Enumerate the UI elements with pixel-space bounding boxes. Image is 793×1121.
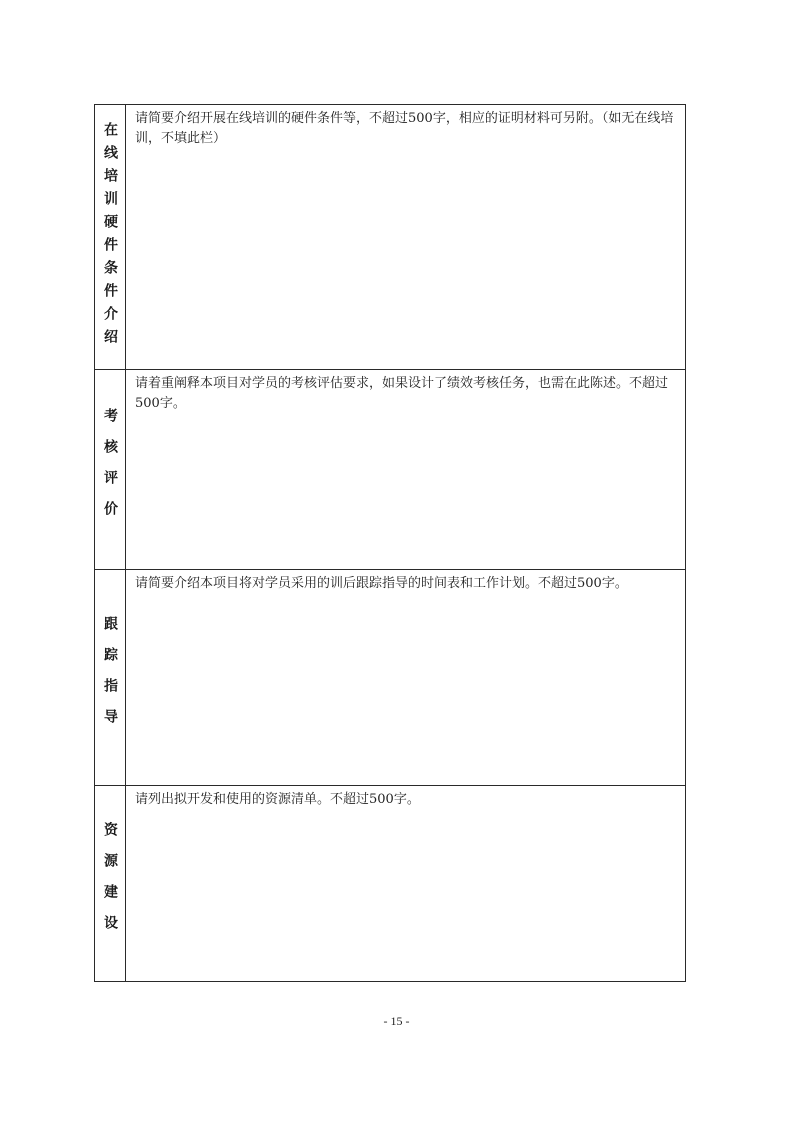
- instruction-text: 请简要介绍本项目将对学员采用的训后跟踪指导的时间表和工作计划。不超过500字。: [135, 576, 628, 591]
- row-label-follow-up-guidance: 跟踪指导: [102, 615, 118, 740]
- form-row-assessment: [95, 370, 686, 570]
- content-cell-assessment[interactable]: [126, 370, 686, 570]
- application-form-table: [94, 104, 686, 982]
- row-label-assessment: 考核评价: [102, 407, 118, 532]
- content-cell-resource-development[interactable]: [126, 786, 686, 982]
- form-row-online-training-hardware: [95, 105, 686, 370]
- form-row-resource-development: [95, 786, 686, 982]
- row-label-cell: [95, 570, 126, 786]
- content-cell-follow-up-guidance[interactable]: [126, 570, 686, 786]
- instruction-text: 请列出拟开发和使用的资源清单。不超过500字。: [135, 792, 420, 807]
- instruction-text: 请简要介绍开展在线培训的硬件条件等，不超过500字，相应的证明材料可另附。（如无在线培训，不填此栏）: [135, 111, 674, 146]
- row-label-cell: [95, 786, 126, 982]
- page-number: - 15 -: [383, 1014, 410, 1028]
- row-label-cell: [95, 370, 126, 570]
- row-label-online-training-hardware: 在线培训硬件条件介绍: [102, 122, 118, 352]
- instruction-text: 请着重阐释本项目对学员的考核评估要求，如果设计了绩效考核任务，也需在此陈述。不超过500字。: [135, 376, 669, 411]
- content-cell-online-training-hardware[interactable]: [126, 105, 686, 370]
- form-row-follow-up-guidance: [95, 570, 686, 786]
- row-label-cell: [95, 105, 126, 370]
- row-label-resource-development: 资源建设: [102, 821, 118, 946]
